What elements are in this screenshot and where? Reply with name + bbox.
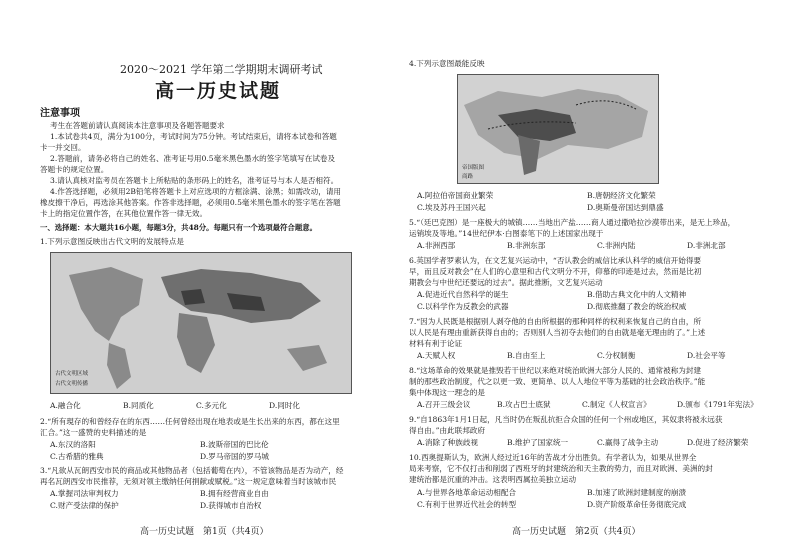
q6-option-b: B.借助古典文化中的人文精神 bbox=[587, 290, 687, 299]
q3-option-d: D.获得城市自治权 bbox=[200, 501, 262, 510]
q9-option-c: C.赢得了战争主动 bbox=[597, 438, 659, 447]
question-10-line: 10.西奥提斯认为，欧洲人经过近16年的苦战才分出胜负。有学者认为，如果从世界全 bbox=[409, 453, 697, 462]
question-9-line: 9.“自1863年1月1日起，凡当时仍在叛乱抗拒合众国的任何一个州或地区，其奴隶将被永远获 bbox=[409, 415, 723, 424]
exam-title: 2020～2021 学年第二学期期末调研考试 bbox=[120, 63, 323, 76]
question-6-line: 6.英国学者罗素认为，在文艺复兴运动中，“否认教会的威信比承认科学的威信开始得要 bbox=[409, 256, 702, 265]
q10-option-d: D.资产阶级革命任务彻底完成 bbox=[587, 500, 687, 509]
q7-option-a: A.天赋人权 bbox=[417, 351, 456, 360]
page-footer: 高一历史试题 第1页（共4页） bbox=[140, 527, 269, 537]
notice-intro: 考生在答题前请认真阅读本注意事项及各题答题要求 bbox=[50, 121, 225, 130]
question-10-line: 建统治都是沉重的冲击。这表明西属拉美独立运动 bbox=[409, 475, 577, 484]
notice-line: 答题卡的规定位置。 bbox=[40, 165, 109, 174]
q6-option-c: C.以科学作为反教会的武器 bbox=[417, 302, 509, 311]
world-map-figure bbox=[50, 252, 352, 394]
q7-option-b: B.自由至上 bbox=[507, 351, 546, 360]
q2-option-b: B.波斯帝国的巴比伦 bbox=[200, 440, 269, 449]
notice-heading: 注意事项 bbox=[40, 108, 80, 119]
question-6-line: 早，而且反对教会”在人们的心意里和古代文明分不开，仰慕的印迹是过去，然而是比初 bbox=[409, 267, 702, 276]
notice-line: 卡上的指定位置作答，在其他位置作答一律无效。 bbox=[40, 209, 208, 218]
question-2-line: 汇合。”这一盛赞的史料描述的是 bbox=[40, 428, 147, 437]
map1-legend-item: 古代文明区域 bbox=[55, 371, 89, 377]
q1-option-d: D.同时化 bbox=[269, 401, 301, 410]
right-page bbox=[397, 0, 794, 557]
question-5-line: 运销埃及等地。”14世纪伊本·白图泰笔下的上述国家出现于 bbox=[409, 229, 604, 238]
q10-option-a: A.与世界各地革命运动相配合 bbox=[417, 488, 517, 497]
notice-line: 1.本试卷共4页，满分为100分，考试时间为75分钟。考试结束后，请将本试卷和答题 bbox=[50, 132, 337, 141]
world-map-svg bbox=[51, 253, 351, 393]
q5-option-b: B.非洲东部 bbox=[507, 241, 546, 250]
question-2-line: 2.“所有現存的和曾经存在的东西……任何曾经出现在地表或是生长出来的东西，都在这里 bbox=[40, 417, 340, 426]
map2-legend-item: 商路 bbox=[462, 174, 474, 180]
question-7-line: 7.“因为人民既是根据别人剥夺他的自由所根据的那种同样的权利来恢复自己的自由，所 bbox=[409, 317, 702, 326]
notice-line: 4.作答选择题，必须用2B铅笔将答题卡上对应选项的方框涂满、涂黑；如需改动，请用 bbox=[50, 187, 342, 196]
q3-option-a: A.掌握司法审判权力 bbox=[50, 489, 119, 498]
q9-option-a: A.消除了种族歧视 bbox=[417, 438, 479, 447]
q1-option-c: C.多元化 bbox=[196, 401, 227, 410]
q10-option-b: B.加速了欧洲封建制度的崩溃 bbox=[587, 488, 687, 497]
empire-map-figure bbox=[457, 74, 659, 184]
q3-option-c: C.财产受法律的保护 bbox=[50, 501, 119, 510]
map2-legend-item: 帝国版图 bbox=[462, 165, 485, 171]
q2-option-a: A.东汉的洛阳 bbox=[50, 440, 96, 449]
question-10-line: 局来考察，它不仅打击和削弱了西班牙的封建统治和天主教的势力，而且对欧洲、美洲的封 bbox=[409, 464, 713, 473]
q4-option-b: B.唐朝经济文化繁荣 bbox=[587, 191, 656, 200]
notice-line: 橡皮擦干净后，再选涂其他答案。作答非选择题，必须用0.5毫米黑色墨水的签字笔在答题 bbox=[40, 198, 341, 207]
question-3-line: 再名瓦朗西安市民推荐，无须对领主缴纳任何捐献或赋税。”这一规定意味着当时该城市民 bbox=[40, 477, 337, 486]
q1-option-b: B.同质化 bbox=[123, 401, 154, 410]
notice-line: 3.请认真核对监考员在答题卡上所粘贴的条形码上的姓名，准考证号与本人是否相符。 bbox=[50, 176, 339, 185]
question-7-line: 材料有利于论证 bbox=[409, 339, 463, 348]
q5-option-d: D.非洲北部 bbox=[687, 241, 726, 250]
question-4: 4.下列示意图最能反映 bbox=[409, 59, 485, 68]
q2-option-c: C.古希腊的雅典 bbox=[50, 452, 104, 461]
q3-option-b: B.拥有经营商业自由 bbox=[200, 489, 269, 498]
map1-legend-item: 古代文明传播 bbox=[55, 381, 89, 387]
notice-line: 卡一并交回。 bbox=[40, 143, 86, 152]
q1-option-a: A.融合化 bbox=[50, 401, 81, 410]
q9-option-b: B.维护了国家统一 bbox=[507, 438, 569, 447]
question-5-line: 5.“（廷巴克图）是一座极大的城镇……当地出产盐……商人通过撒哈拉沙漠带出来，是无上珍品， bbox=[409, 218, 736, 227]
q4-option-d: D.奥斯曼帝国达到鼎盛 bbox=[587, 203, 664, 212]
q10-option-c: C.有利于世界近代社会的转型 bbox=[417, 500, 517, 509]
question-9-line: 得自由。”由此联邦政府 bbox=[409, 426, 486, 435]
question-1: 1.下列示意图反映出古代文明的发展特点是 bbox=[40, 237, 184, 246]
question-8-line: 集中体现这一理念的是 bbox=[409, 388, 485, 397]
question-7-line: 以人民是有理由重新获得自由的；否则别人当初夺去他们的自由就是毫无理由的了。”上述 bbox=[409, 328, 706, 337]
q5-option-c: C.非洲内陆 bbox=[597, 241, 636, 250]
q5-option-a: A.非洲西部 bbox=[417, 241, 456, 250]
q6-option-a: A.促进近代自然科学的诞生 bbox=[417, 290, 509, 299]
notice-line: 2.答题前，请务必将自己的姓名、准考证号用0.5毫米黑色墨水的签字笔填写在试卷及 bbox=[50, 154, 336, 163]
q7-option-d: D.社会平等 bbox=[687, 351, 726, 360]
main-title: 高一历史试题 bbox=[155, 80, 282, 102]
q4-option-a: A.阿拉伯帝国商业繁荣 bbox=[417, 191, 494, 200]
question-6-line: 期教会与中世纪还要远的过去”。据此推断，文艺复兴运动 bbox=[409, 278, 603, 287]
empire-map-svg bbox=[458, 75, 658, 183]
q8-option-d: D.颁布《1791年宪法》 bbox=[677, 400, 758, 409]
q9-option-d: D.促进了经济繁荣 bbox=[687, 438, 749, 447]
q8-option-b: B.攻占巴士底狱 bbox=[497, 400, 551, 409]
page-footer: 高一历史试题 第2页（共4页） bbox=[512, 527, 641, 537]
q7-option-c: C.分权制衡 bbox=[597, 351, 636, 360]
section-heading: 一、选择题：本大题共16小题，每题3分，共48分。每题只有一个选项最符合题意。 bbox=[40, 223, 317, 232]
q6-option-d: D.彻底推翻了教会的统治权威 bbox=[587, 302, 687, 311]
question-8-line: 8.“这场革命的效果就是推毁若干世纪以来绝对统治欧洲大部分人民的、通常被称为封建 bbox=[409, 366, 702, 375]
q8-option-a: A.召开三级会议 bbox=[417, 400, 471, 409]
q2-option-d: D.罗马帝国的罗马城 bbox=[200, 452, 269, 461]
question-3-line: 3.“凡欲从瓦朗西安市民的商品或其他物品者（包括葡萄在内），不管该物品是否为动产，经 bbox=[40, 466, 344, 475]
q8-option-c: C.制定《人权宣言》 bbox=[582, 400, 651, 409]
q4-option-c: C.埃及苏丹王国兴起 bbox=[417, 203, 486, 212]
question-8-line: 制的那些政治制度，代之以更一致、更简单、以人人地位平等为基础的社会政治秩序。”能 bbox=[409, 377, 706, 386]
